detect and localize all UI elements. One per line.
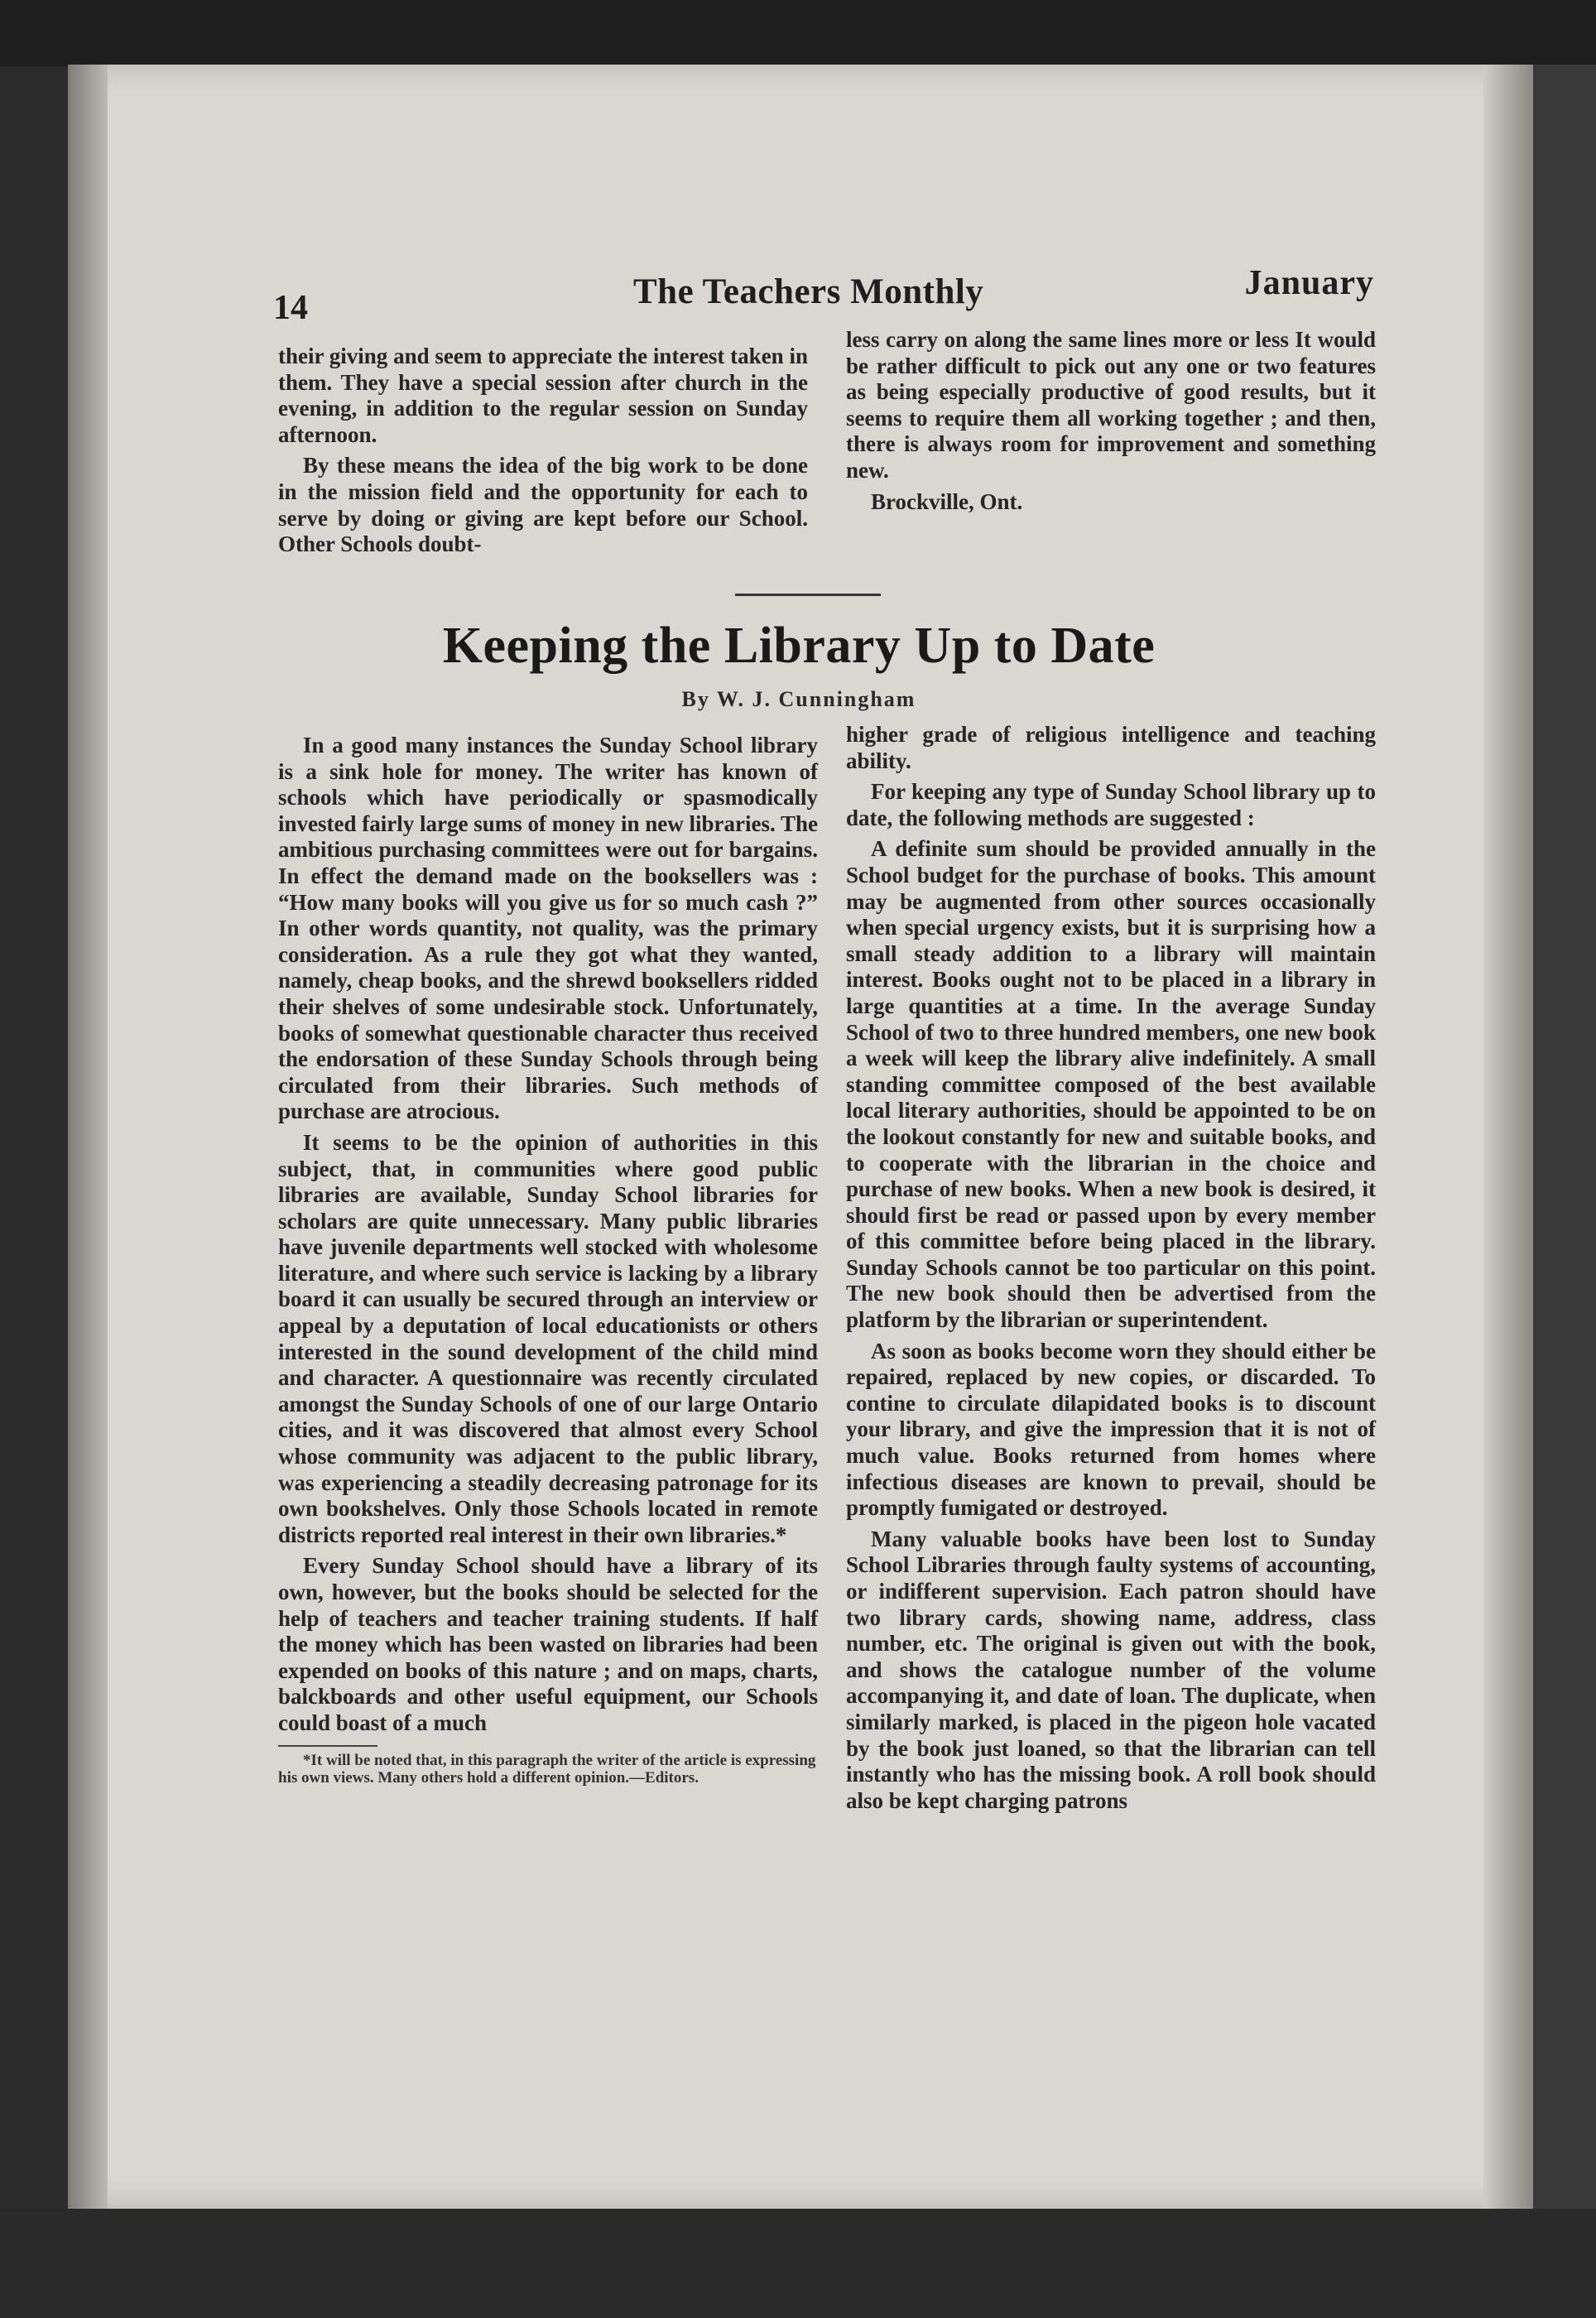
scan-background-top [0,0,1596,66]
journal-title: The Teachers Monthly [633,272,984,311]
page-gutter [68,65,108,2209]
paragraph: Many valuable books have been lost to Sunday School Libraries through faulty systems of accounting, or indifferent supervision. Each patron should have two library cards, showing name, address, class number, etc. The original is given out with the book, and shows the catalogue number of the volume accompanying it, and date of loan. The duplicate, when similarly marked, is placed in the pigeon hole vacated by the book just loaned, so that the librarian can tell instantly who has the missing book. A roll book should also be kept charging patrons [846,1526,1376,1813]
paragraph: It seems to be the opinion of authorities in this subject, that, in communities where good public libraries are available, Sunday School libraries for scholars are quite unnecessary. Many public libraries have juvenile departments well stocked with wholesome literature, and where such service is lacking by a library board it can usually be secured through an interview or appeal by a deputation of local educationists or others interested in the sound development of the child mind and character. A questionnaire was recently circulated amongst the Sunday Schools of one of our large Ontario cities, and it was discovered that almost every School whose community was adjacent to the public library, was experiencing a steadily decreasing patronage for its own bookshelves. Only those Schools located in remote districts reported real interest in their own libraries.* [278,1129,818,1547]
paragraph: their giving and seem to appreciate the interest taken in them. They have a special session after church in the evening, in addition to the regular session on Sunday afternoon. [278,344,808,447]
signoff-location: Brockville, Ont. [871,488,1023,514]
footnote-divider [278,1745,377,1747]
footnote: *It will be noted that, in this paragraph the writer of the article is expressing his own views. Many others hold a different opinion.—Editors. [278,1751,816,1787]
scan-background-right [1533,65,1596,2209]
paragraph: higher grade of religious intelligence and teaching ability. [846,722,1376,773]
section-divider [735,594,881,596]
paragraph: As soon as books become worn they should either be repaired, replaced by new copies, or discarded. To contine to circulate dilapidated books is to discount your library, and give the impression that it is not of much value. Books returned from homes where infectious diseases are known to prevail, should be promptly fumigated or destroyed. [846,1338,1376,1521]
article-title: Keeping the Library Up to Date [442,618,1156,674]
article-right-column [846,722,1376,1819]
paragraph: For keeping any type of Sunday School library up to date, the following methods are suggested : [846,779,1376,830]
paragraph: By these means the idea of the big work to be done in the mission field and the opportunity for each to serve by doing or giving are kept before our School. Other Schools doubt- [278,453,808,557]
previous-article-left-column [278,344,808,563]
article-byline: By W. J. Cunningham [681,687,916,711]
page-edge [1483,65,1533,2209]
running-header [207,263,1374,327]
paragraph: Every Sunday School should have a library of its own, however, but the books should be selected for the help of teachers and teacher training students. If half the money which has been wasted on libraries had been expended on books of this nature ; and on maps, charts, balckboards and other useful equipment, our Schools could boast of a much [278,1553,818,1735]
article-left-column [278,733,818,1791]
paragraph: A definite sum should be provided annually in the School budget for the purchase of books. This amount may be augmented from other sources occasionally when special urgency exists, but it is surprising how a small steady addition to a library will maintain interest. Books ought not to be placed in a library in large quantities at a time. In the average Sunday School of two to three hundred members, one new book a week will keep the library alive indefinitely. A small standing committee composed of the best available local literary authorities, should be appointed to be on the lookout constantly for new and suitable books, and to cooperate with the librarian in the choice and purchase of new books. When a new book is desired, it should first be read or passed upon by every member of this committee before being placed in the library. Sunday Schools cannot be too particular on this point. The new book should then be advertised from the platform by the librarian or superintendent. [846,836,1376,1333]
scan-background-bottom [0,2209,1596,2318]
paragraph: less carry on along the same lines more or less It would be rather difficult to pick out any one or two features as being especially productive of good results, but it seems to require them all working together ; and then, there is always room for improvement and something new. [846,327,1376,483]
issue-month: January [1244,264,1374,302]
paragraph: In a good many instances the Sunday School library is a sink hole for money. The writer has known of schools which have periodically or spasmodically invested fairly large sums of money in new libraries. The ambitious purchasing committees were out for bargains. In effect the demand made on the booksellers was : “How many books will you give us for so much cash ?” In other words quantity, not quality, was the primary consideration. As a rule they got what they wanted, namely, cheap books, and the shrewd booksellers ridded their shelves of some undesirable stock. Unfortunately, books of somewhat questionable character thus received the endorsation of these Sunday Schools through being circulated from their libraries. Such methods of purchase are atrocious. [278,733,818,1124]
page-number: 14 [273,289,308,327]
previous-article-right-column [846,327,1376,520]
